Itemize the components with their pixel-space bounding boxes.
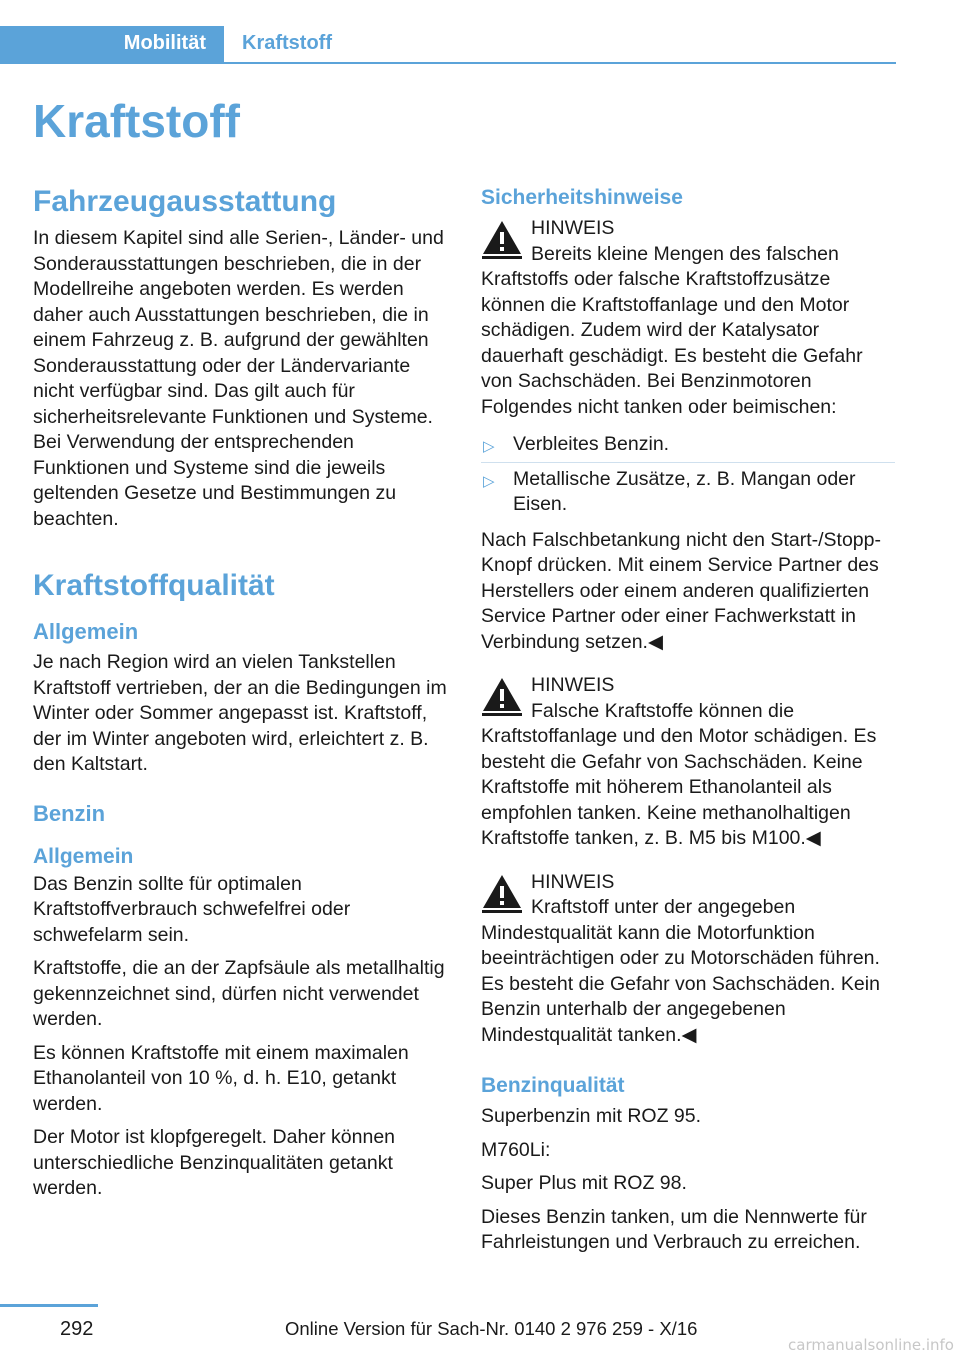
warning-triangle-icon xyxy=(481,675,523,717)
triangle-bullet-icon: ▷ xyxy=(483,438,495,455)
list-item-text: Verbleites Benzin. xyxy=(513,433,670,455)
heading-allgemein: Allgemein xyxy=(33,619,139,644)
paragraph-benzin-3: Es können Kraftstoffe mit einem maximalen Ethanolanteil von 10 %, d. h. E10, getankt werden. xyxy=(33,1041,409,1115)
paragraph-q2: M760Li: xyxy=(481,1138,551,1161)
paragraph-q3: Super Plus mit ROZ 98. xyxy=(481,1172,687,1194)
list-item xyxy=(481,463,895,522)
right-column xyxy=(481,184,895,1264)
notice-1-after: Nach Falschbetankung nicht den Start-/Stopp-Knopf drücken. Mit einem Service Partner des Herstellers oder einem anderen qualifizierten Service Partner oder einer Fachwerkstatt in Verbindung setzen.◀ xyxy=(481,528,881,653)
notice-1 xyxy=(481,216,895,655)
section-header xyxy=(0,26,896,64)
tab-mobilitaet-label: Mobilität xyxy=(123,32,206,54)
left-column xyxy=(33,184,447,1210)
heading-benzinqualitaet: Benzinqualität xyxy=(481,1074,625,1097)
notice-2 xyxy=(481,673,895,852)
notice-1-list xyxy=(481,428,895,522)
watermark: carmanualsonline.info xyxy=(788,1336,954,1354)
page-number: 292 xyxy=(60,1318,94,1340)
heading-kraftstoffqualitaet: Kraftstoffqualität xyxy=(33,569,275,602)
paragraph-q1: Superbenzin mit ROZ 95. xyxy=(481,1105,702,1127)
notice-3-title: HINWEIS xyxy=(531,870,615,893)
heading-sicherheitshinweise: Sicherheitshinweise xyxy=(481,186,683,209)
notice-3-text: Kraftstoff unter der angegeben Mindestqualität kann die Motorfunktion beeinträchtigen oder zu Motorschäden führen. Es besteht die Gefahr von Sachschäden. Kein Benzin unterhalb der angegebenen Mindestqualität tanken.◀ xyxy=(481,896,880,1046)
notice-1-text: Bereits kleine Mengen des falschen Kraftstoffs oder falsche Kraftstoffzusätze können die Kraftstoffanlage und den Motor schädigen. Zudem wird der Katalysator dauerhaft geschädigt. Es besteht die Gefahr von Sachschäden. Bei Benzinmotoren Folgendes nicht tanken oder beimischen: xyxy=(481,242,863,418)
page-title: Kraftstoff xyxy=(33,95,240,147)
paragraph-benzin-2: Kraftstoffe, die an der Zapfsäule als metallhaltig gekennzeichnet sind, dürfen nicht verwendet werden. xyxy=(33,957,445,1030)
heading-benzin-allgemein: Allgemein xyxy=(33,844,134,868)
paragraph-ausstattung: In diesem Kapitel sind alle Serien-, Länder- und Sonderausstattungen beschrieben, die in der Modellreihe angeboten werden. Es werden daher auch Ausstattungen beschrieben, die in einem Fahrzeug z. B. aufgrund der gewählten Sonderausstattung oder der Ländervariante nicht verfügbar sind. Das gilt auch für sicherheitsrelevante Funktionen und Systeme. Bei Verwendung der entsprechenden Funktionen und Systeme sind die jeweils geltenden Gesetze und Bestimmungen zu beachten. xyxy=(33,227,444,530)
warning-triangle-icon xyxy=(481,872,523,914)
footer-divider xyxy=(0,1304,98,1307)
tab-kraftstoff[interactable]: Kraftstoff xyxy=(242,32,332,54)
list-item-text: Metallische Zusätze, z. B. Mangan oder Eisen. xyxy=(513,467,856,515)
heading-fahrzeugausstattung: Fahrzeugausstattung xyxy=(33,185,337,218)
paragraph-q4: Dieses Benzin tanken, um die Nennwerte für Fahrleistungen und Verbrauch zu erreichen. xyxy=(481,1205,867,1253)
warning-triangle-icon xyxy=(481,218,523,260)
paragraph-benzin-1: Das Benzin sollte für optimalen Kraftstoffverbrauch schwefelfrei oder schwefelarm sein. xyxy=(33,872,351,946)
paragraph-benzin-4: Der Motor ist klopfgeregelt. Daher können unterschiedliche Benzinqualitäten getankt werden. xyxy=(33,1126,396,1199)
notice-2-title: HINWEIS xyxy=(531,674,615,696)
tab-mobilitaet[interactable] xyxy=(0,26,224,62)
notice-2-text: Falsche Kraftstoffe können die Kraftstoffanlage und den Motor schädigen. Es besteht die Gefahr von Sachschäden. Keine Kraftstoffe mit höherem Ethanolanteil als empfohlen tanken. Keine methanolhaltigen Kraftstoffe tanken, z. B. M5 bis M100.◀ xyxy=(481,699,877,849)
notice-3 xyxy=(481,870,895,1049)
list-item xyxy=(481,428,895,463)
paragraph-allgemein: Je nach Region wird an vielen Tankstellen Kraftstoff vertrieben, der an die Bedingungen im Winter oder Sommer angepasst ist. Kraftstoff, der im Winter angeboten wird, erleichtert z. B. den Kaltstart. xyxy=(33,651,447,775)
online-version-text: Online Version für Sach-Nr. 0140 2 976 259 - X/16 xyxy=(285,1318,698,1339)
notice-1-title: HINWEIS xyxy=(531,217,615,239)
triangle-bullet-icon: ▷ xyxy=(483,472,495,490)
heading-benzin: Benzin xyxy=(33,800,106,826)
